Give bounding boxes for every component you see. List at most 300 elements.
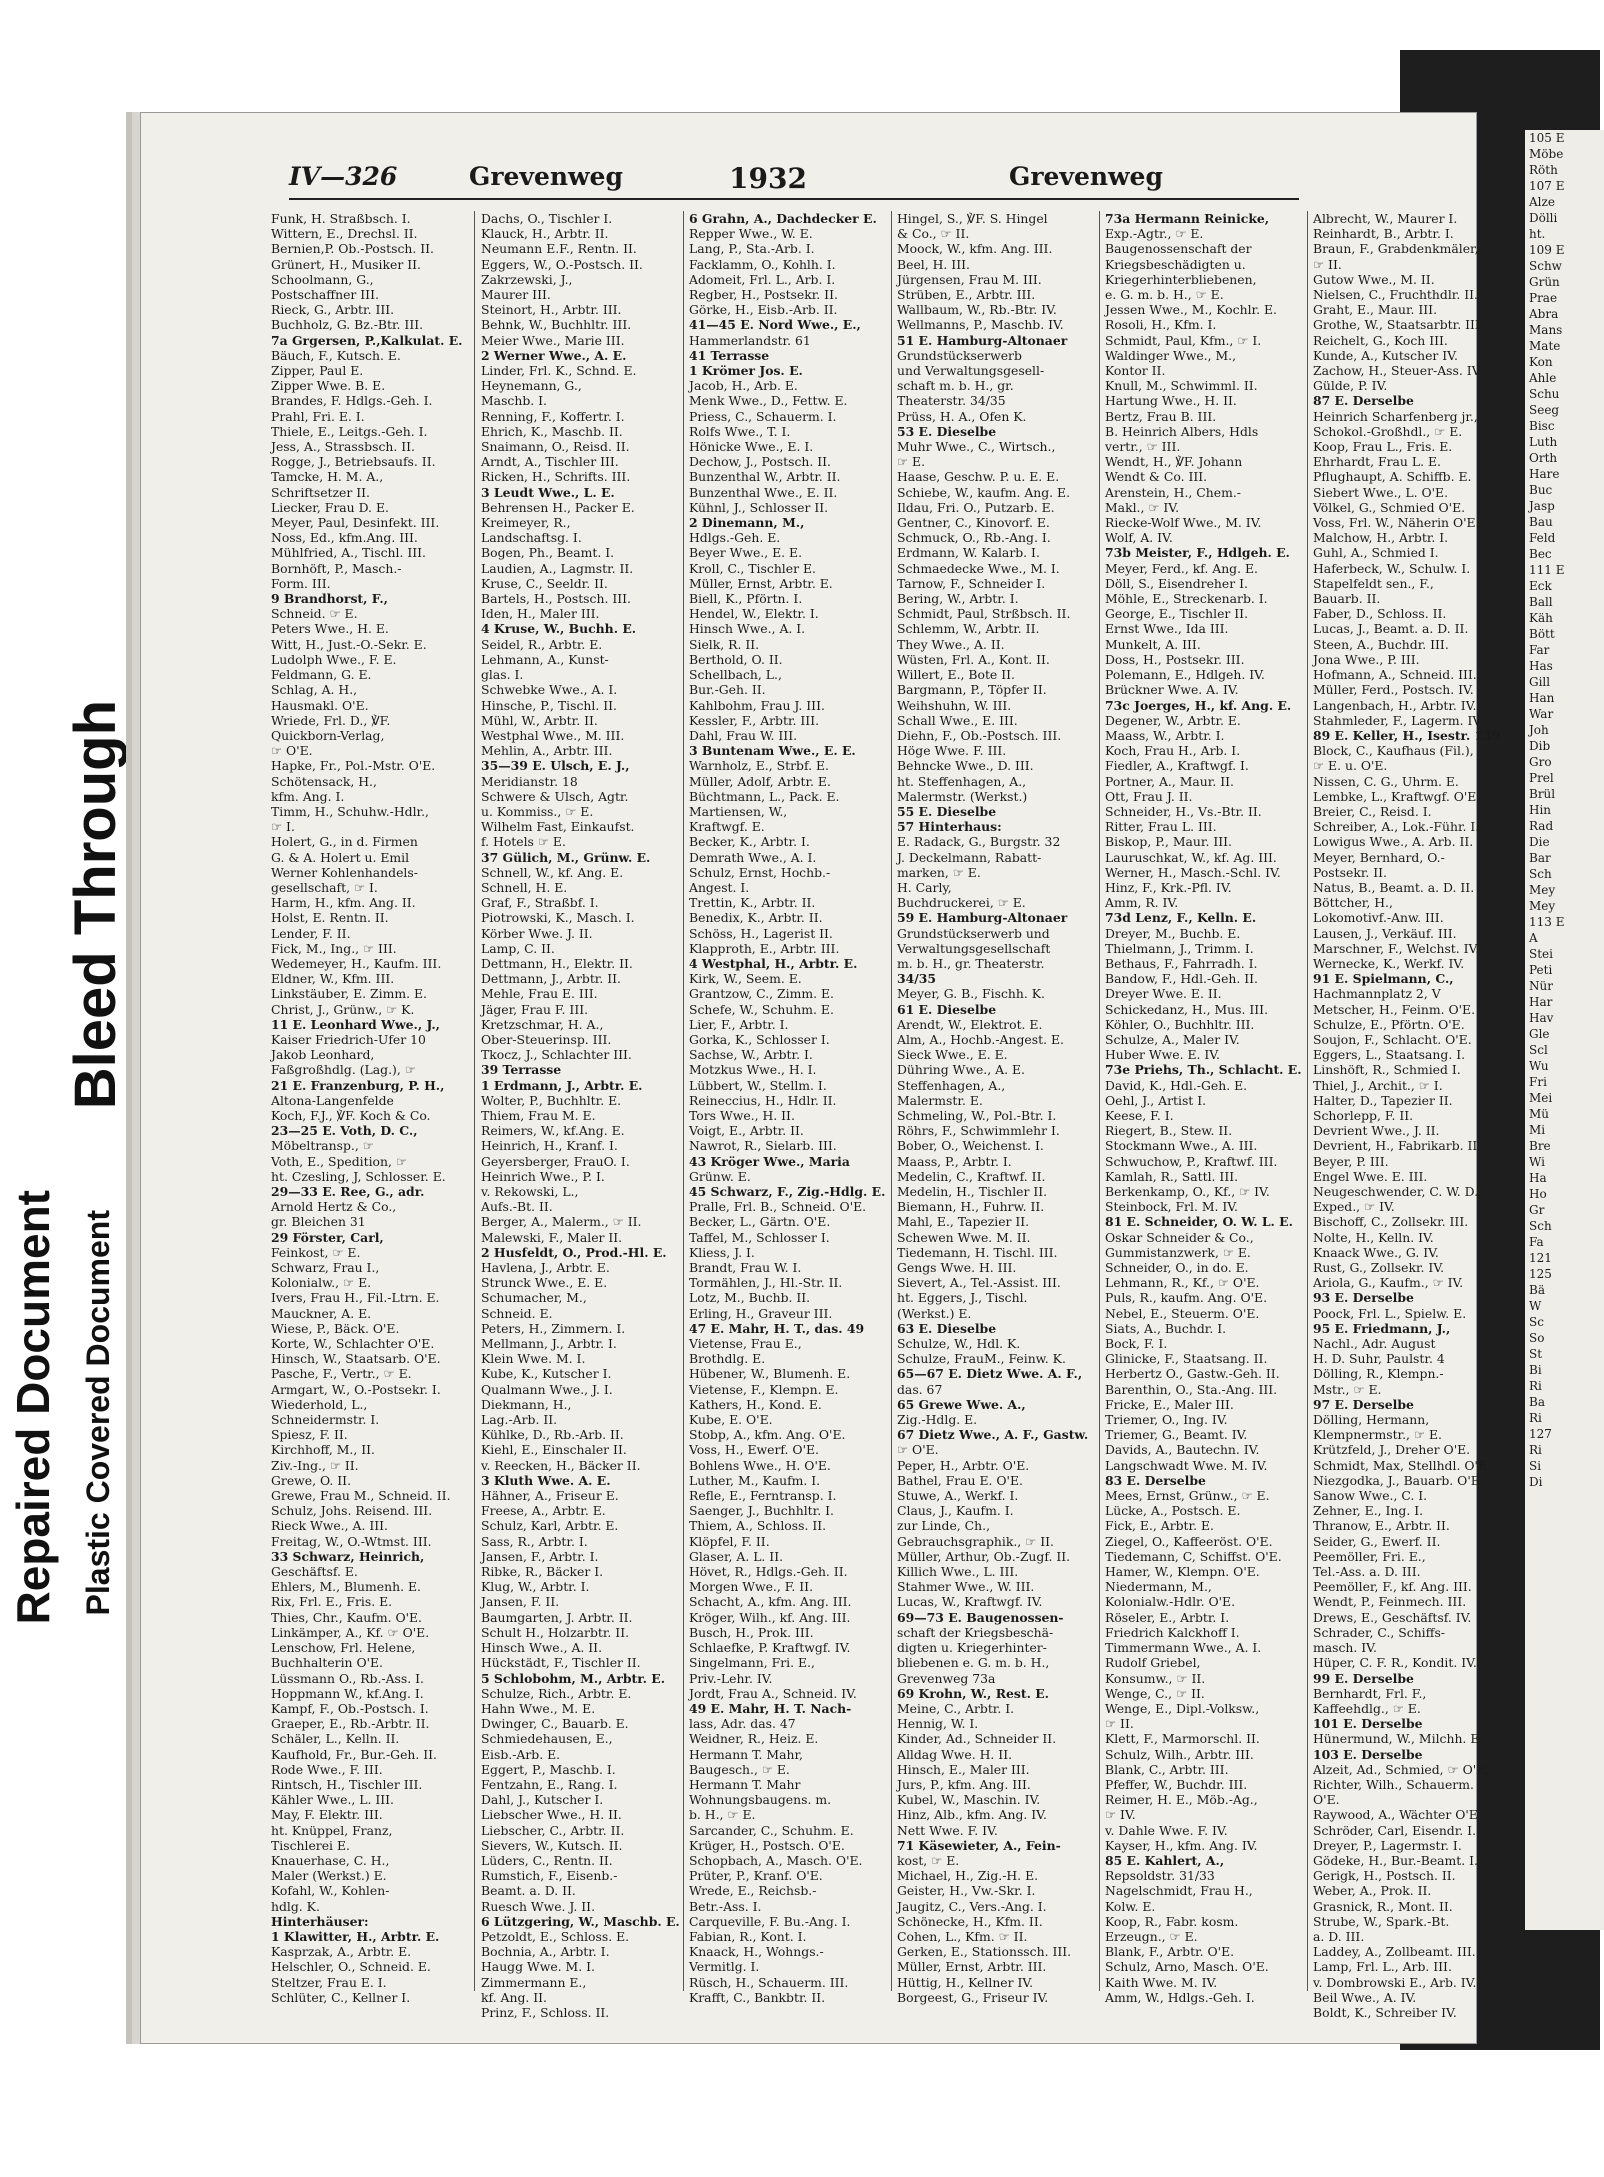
directory-entry: Jessen Wwe., M., Kochlr. E.: [1105, 302, 1277, 318]
directory-entry: Hennig, W. I.: [897, 1716, 979, 1732]
directory-entry: Noss, Ed., kfm.Ang. III.: [271, 530, 418, 546]
directory-entry: 65—67 E. Dietz Wwe. A. F.,: [897, 1366, 1083, 1382]
directory-entry: Strüben, E., Arbtr. III.: [897, 287, 1036, 303]
directory-entry: Klauck, H., Arbtr. II.: [481, 226, 609, 242]
directory-entry: Ludolph Wwe., F. E.: [271, 651, 397, 667]
directory-entry: Beyer Wwe., E. E.: [689, 545, 803, 561]
directory-entry: Lauruschkat, W., kf. Ag. III.: [1105, 849, 1277, 865]
directory-entry: Postschaffner III.: [271, 287, 379, 303]
directory-entry: Knaack, H., Wohngs.-: [689, 1944, 824, 1960]
page-number: IV—326: [289, 162, 398, 191]
directory-entry: Prahl, Fri. E. I.: [271, 408, 365, 424]
directory-entry: 41—45 E. Nord Wwe., E.,: [689, 317, 861, 333]
directory-entry: Schmiedehausen, E.,: [481, 1731, 613, 1747]
directory-entry: ☞ O'E.: [897, 1442, 939, 1458]
directory-entry: Jaugitz, C., Vers.-Ang. I.: [897, 1898, 1047, 1914]
directory-entry: Tormählen, J., Hl.-Str. II.: [689, 1275, 843, 1291]
directory-entry: Engel Wwe. E. III.: [1313, 1168, 1428, 1184]
directory-entry: Schokol.-Großhdl., ☞ E.: [1313, 423, 1463, 439]
directory-entry: Erzeugn., ☞ E.: [1105, 1928, 1198, 1944]
directory-entry: Peemöller, Fri. E.,: [1313, 1548, 1426, 1564]
directory-entry: Klett, F., Marmorschl. II.: [1105, 1731, 1260, 1747]
directory-entry: Hinsche, P., Tischl. II.: [481, 697, 617, 713]
directory-entry: Bandow, F., Hdl.-Geh. II.: [1105, 971, 1258, 987]
directory-entry: Bernhardt, Frl. F.,: [1313, 1685, 1427, 1701]
directory-entry: Nett Wwe. F. IV.: [897, 1822, 998, 1838]
directory-entry: bliebenen e. G. m. b. H.,: [897, 1655, 1050, 1671]
directory-entry: Steinbock, Frl. M. IV.: [1105, 1199, 1238, 1215]
directory-entry: Kontor II.: [1105, 363, 1166, 379]
directory-entry: glas. I.: [481, 667, 524, 683]
directory-entry: Nielsen, C., Fruchthdlr. II.: [1313, 287, 1478, 303]
directory-entry: Lücke, A., Postsch. E.: [1105, 1503, 1241, 1519]
directory-entry: Freese, A., Arbtr. E.: [481, 1503, 606, 1519]
edge-fragment: Has: [1529, 659, 1553, 673]
directory-entry: Peper, H., Arbtr. O'E.: [897, 1457, 1030, 1473]
directory-entry: Völkel, G., Schmied O'E.: [1313, 499, 1466, 515]
directory-entry: 73b Meister, F., Hdlgeh. E.: [1105, 545, 1290, 561]
directory-entry: Haase, Geschw. P. u. E. E.: [897, 469, 1060, 485]
directory-entry: Siebert Wwe., L. O'E.: [1313, 484, 1449, 500]
directory-entry: May, F. Elektr. III.: [271, 1807, 383, 1823]
directory-entry: Dachs, O., Tischler I.: [481, 211, 613, 226]
column-rule: [683, 211, 684, 1991]
directory-entry: Brandes, F. Hdlgs.-Geh. I.: [271, 393, 433, 409]
directory-entry: Timm, H., Schuhw.-Hdlr.,: [271, 803, 429, 819]
edge-fragment: Prel: [1529, 771, 1554, 785]
directory-entry: 73a Hermann Reinicke,: [1105, 211, 1270, 226]
directory-entry: Schulze, Rich., Arbtr. E.: [481, 1685, 632, 1701]
directory-entry: Müller, Arthur, Ob.-Zugf. II.: [897, 1548, 1071, 1564]
directory-entry: Kreimeyer, R.,: [481, 515, 571, 531]
edge-fragment: 127: [1529, 1427, 1552, 1441]
directory-entry: Wallbaum, W., Rb.-Btr. IV.: [897, 302, 1057, 318]
directory-entry: Dahl, J., Kutscher I.: [481, 1792, 604, 1808]
directory-entry: Voss, H., Ewerf. O'E.: [689, 1442, 819, 1458]
directory-entry: Arndt, A., Tischler III.: [481, 454, 619, 470]
directory-entry: 91 E. Spielmann, C.,: [1313, 971, 1454, 987]
directory-entry: Maass, P., Arbtr. I.: [897, 1153, 1012, 1169]
edge-fragment: Hin: [1529, 803, 1552, 817]
directory-entry: ☞ E.: [897, 454, 926, 470]
directory-entry: Büchtmann, L., Pack. E.: [689, 788, 840, 804]
directory-entry: Hinsch, W., Staatsarb. O'E.: [271, 1351, 441, 1367]
directory-entry: Stockmann Wwe., A. III.: [1105, 1138, 1258, 1154]
directory-entry: Singelmann, Fri. E.,: [689, 1655, 815, 1671]
directory-entry: Jürgensen, Frau M. III.: [897, 271, 1042, 287]
directory-entry: Riegert, B., Stew. II.: [1105, 1123, 1233, 1139]
directory-entry: Ariola, G., Kaufm., ☞ IV.: [1313, 1275, 1464, 1291]
directory-entry: Regber, H., Postsekr. II.: [689, 287, 838, 303]
directory-entry: Lamp, Frl. L., Arb. III.: [1313, 1959, 1452, 1975]
directory-entry: Döll, S., Eisendreher I.: [1105, 575, 1248, 591]
directory-page: [140, 112, 1501, 2044]
directory-entry: 3 Kluth Wwe. A. E.: [481, 1472, 611, 1488]
directory-entry: Mauckner, A. E.: [271, 1305, 372, 1321]
directory-entry: Buchholz, G. Bz.-Btr. III.: [271, 317, 424, 333]
directory-entry: Wenge, E., Dipl.-Volksw.,: [1105, 1700, 1260, 1716]
directory-entry: Steen, A., Buchdr. III.: [1313, 636, 1449, 652]
directory-entry: E. Radack, G., Burgstr. 32: [897, 834, 1061, 850]
edge-fragment: Mey: [1529, 899, 1556, 913]
edge-fragment: Ho: [1529, 1187, 1547, 1201]
directory-entry: Schmidt, Paul, Kfm., ☞ I.: [1105, 332, 1262, 348]
directory-entry: Westphal Wwe., M. III.: [481, 727, 625, 743]
directory-entry: Strunck Wwe., E. E.: [481, 1275, 608, 1291]
edge-fragment: Sch: [1529, 1219, 1552, 1233]
directory-entry: Hammerlandstr. 61: [689, 332, 811, 348]
directory-entry: kfm. Ang. I.: [271, 788, 345, 804]
directory-entry: 85 E. Kahlert, A.,: [1105, 1852, 1225, 1868]
directory-entry: Prüter, P., Kranf. O'E.: [689, 1868, 823, 1884]
directory-entry: Meier Wwe., Marie III.: [481, 332, 625, 348]
directory-entry: Müller, Adolf, Arbtr. E.: [689, 773, 831, 789]
directory-entry: Wendt, H., ℣F. Johann: [1105, 454, 1243, 470]
directory-entry: Seidel, R., Arbtr. E.: [481, 636, 603, 652]
directory-entry: Wendt & Co. III.: [1105, 469, 1208, 485]
directory-entry: Wrede, E., Reichsb.-: [689, 1883, 817, 1899]
directory-entry: Braun, F., Grabdenkmäler,: [1313, 241, 1479, 257]
directory-entry: Krützfeld, J., Dreher O'E.: [1313, 1442, 1471, 1458]
directory-entry: Helschler, O., Schneid. E.: [271, 1959, 431, 1975]
directory-entry: Witt, H., Just.-O.-Sekr. E.: [271, 636, 427, 652]
directory-entry: Thranow, E., Arbtr. II.: [1313, 1518, 1450, 1534]
directory-entry: Grantzow, C., Zimm. E.: [689, 986, 834, 1002]
directory-entry: Grewe, Frau M., Schneid. II.: [271, 1488, 451, 1504]
directory-entry: Schlemm, W., Arbtr. II.: [897, 621, 1040, 637]
directory-entry: Dreyer, P., Lagermstr. I.: [1313, 1837, 1462, 1853]
directory-entry: 69 Krohn, W., Rest. E.: [897, 1685, 1049, 1701]
directory-entry: Meyer, Bernhard, O.-: [1313, 849, 1445, 865]
edge-fragment: Gro: [1529, 755, 1552, 769]
directory-entry: Grünert, H., Musiker II.: [271, 256, 421, 272]
directory-entry: Ober-Steuerinsp. III.: [481, 1031, 612, 1047]
directory-entry: Beamt. a. D. II.: [481, 1883, 576, 1899]
directory-entry: Malermstr. (Werkst.): [897, 788, 1028, 804]
edge-fragment: Bau: [1529, 515, 1553, 529]
directory-entry: Knull, M., Schwimml. II.: [1105, 378, 1258, 394]
directory-entry: Gülde, P. IV.: [1313, 378, 1388, 394]
directory-entry: Martiensen, W.,: [689, 803, 788, 819]
directory-entry: Kube, K., Kutscher I.: [481, 1366, 612, 1382]
directory-entry: Klug, W., Arbtr. I.: [481, 1579, 590, 1595]
directory-entry: Eggers, L., Staatsang. I.: [1313, 1047, 1466, 1063]
directory-entry: Eggert, P., Maschb. I.: [481, 1761, 616, 1777]
edge-fragment: Luth: [1529, 435, 1558, 449]
directory-entry: 4 Westphal, H., Arbtr. E.: [689, 955, 858, 971]
directory-entry: Trettin, K., Arbtr. II.: [689, 895, 816, 911]
directory-entry: Lucas, W., Kraftwgf. IV.: [897, 1594, 1043, 1610]
directory-entry: Zakrzewski, J.,: [481, 271, 573, 287]
directory-entry: Kahlbohm, Frau J. III.: [689, 697, 825, 713]
directory-entry: Exp.-Agtr., ☞ E.: [1105, 226, 1204, 242]
bleed-through-label: Bleed Through: [63, 700, 128, 1110]
directory-entry: Sass, R., Arbtr. I.: [481, 1533, 588, 1549]
directory-entry: Mühlfried, A., Tischl. III.: [271, 545, 426, 561]
directory-entry: Schwebke Wwe., A. I.: [481, 682, 618, 698]
directory-entry: 83 E. Derselbe: [1105, 1472, 1206, 1488]
page-header: [289, 158, 1299, 200]
directory-entry: Thiel, J., Archit., ☞ I.: [1313, 1077, 1443, 1093]
directory-entry: Oskar Schneider & Co.,: [1105, 1229, 1254, 1245]
directory-entry: Piotrowski, K., Masch. I.: [481, 910, 635, 926]
edge-fragment: Kon: [1529, 355, 1553, 369]
directory-entry: Schneider, H., Vs.-Btr. II.: [1105, 803, 1262, 819]
directory-entry: Kolonialw., ☞ E.: [271, 1275, 372, 1291]
edge-fragment: Hav: [1529, 1011, 1554, 1025]
directory-entry: Kühlke, D., Rb.-Arb. II.: [481, 1427, 624, 1443]
directory-entry: Lowigus Wwe., A. Arb. II.: [1313, 834, 1474, 850]
directory-entry: Postsekr. II.: [1313, 864, 1387, 880]
directory-entry: Malewski, F., Maler II.: [481, 1229, 623, 1245]
directory-entry: Pfeffer, W., Buchdr. III.: [1105, 1776, 1248, 1792]
directory-entry: Polemann, E., Hdlgeh. IV.: [1105, 667, 1265, 683]
directory-entry: Nagelschmidt, Frau H.,: [1105, 1883, 1253, 1899]
edge-fragment: Sc: [1529, 1315, 1544, 1329]
edge-fragment: Grün: [1529, 275, 1560, 289]
directory-entry: Hückstädt, F., Tischler II.: [481, 1655, 641, 1671]
directory-entry: Stahmer Wwe., W. III.: [897, 1579, 1035, 1595]
directory-entry: 35—39 E. Ulsch, E. J.,: [481, 758, 630, 774]
street-heading-right: Grevenweg: [1009, 162, 1163, 191]
directory-entry: Biskop, P., Maur. III.: [1105, 834, 1232, 850]
directory-entry: Wohnungsbaugens. m.: [689, 1792, 832, 1808]
directory-entry: Müller, Ferd., Postsch. IV.: [1313, 682, 1474, 698]
directory-entry: Geyersberger, FrauO. I.: [481, 1153, 630, 1169]
directory-entry: 81 E. Schneider, O. W. L. E.: [1105, 1214, 1293, 1230]
directory-entry: Tiedemann, H. Tischl. III.: [897, 1244, 1058, 1260]
directory-entry: Schlaefke, P. Kraftwgf. IV.: [689, 1640, 851, 1656]
directory-entry: Renning, F., Koffertr. I.: [481, 408, 625, 424]
directory-entry: Priv.-Lehr. IV.: [689, 1670, 773, 1686]
directory-entry: Schnell, W., kf. Ang. E.: [481, 864, 624, 880]
directory-entry: Schewen Wwe. M. II.: [897, 1229, 1031, 1245]
directory-entry: 4 Kruse, W., Buchh. E.: [481, 621, 637, 637]
directory-entry: Rintsch, H., Tischler III.: [271, 1776, 423, 1792]
directory-entry: Schall Wwe., E. III.: [897, 712, 1018, 728]
directory-entry: Dreyer, M., Buchb. E.: [1105, 925, 1241, 941]
directory-entry: Kessler, F., Arbtr. III.: [689, 712, 820, 728]
directory-entry: Schnell, H. E.: [481, 879, 568, 895]
directory-entry: Klein Wwe. M. I.: [481, 1351, 586, 1367]
edge-fragment: Mate: [1529, 339, 1561, 353]
street-heading-left: Grevenweg: [469, 162, 623, 191]
directory-entry: Motzkus Wwe., H. I.: [689, 1062, 817, 1078]
directory-entry: Ernst Wwe., Ida III.: [1105, 621, 1229, 637]
directory-entry: Theaterstr. 34/35: [897, 393, 1006, 409]
directory-entry: Wedemeyer, H., Kaufm. III.: [271, 955, 442, 971]
directory-entry: Kiehl, E., Einschaler II.: [481, 1442, 627, 1458]
directory-entry: gesellschaft, ☞ I.: [271, 879, 378, 895]
directory-entry: Wittern, E., Drechsl. II.: [271, 226, 418, 242]
edge-fragment: Prae: [1529, 291, 1558, 305]
edge-fragment: 111 E: [1529, 563, 1565, 577]
directory-entry: Moock, W., kfm. Ang. III.: [897, 241, 1053, 257]
edge-fragment: Jasp: [1529, 499, 1555, 513]
directory-entry: Cohen, L., Kfm. ☞ II.: [897, 1928, 1028, 1944]
directory-entry: Möhle, E., Streckenarb. I.: [1105, 591, 1268, 607]
directory-entry: Schreiber, A., Lok.-Führ. I.: [1313, 819, 1480, 835]
directory-entry: Voss, Frl. W., Näherin O'E.: [1313, 515, 1480, 531]
directory-entry: Killich Wwe., L. III.: [897, 1564, 1019, 1580]
directory-entry: Hövet, R., Hdlgs.-Geh. II.: [689, 1564, 848, 1580]
directory-entry: 2 Werner Wwe., A. E.: [481, 347, 627, 363]
edge-fragment: 105 E: [1529, 131, 1565, 145]
directory-entry: Glinicke, F., Staatsang. II.: [1105, 1351, 1268, 1367]
directory-entry: 61 E. Dieselbe: [897, 1001, 997, 1017]
directory-entry: Devrient, H., Fabrikarb. II.: [1313, 1138, 1482, 1154]
directory-entry: Langenbach, H., Arbtr. IV.: [1313, 697, 1477, 713]
directory-entry: Koop, R., Fabr. kosm.: [1105, 1913, 1239, 1929]
directory-entry: Steltzer, Frau E. I.: [271, 1974, 387, 1990]
directory-entry: Geister, H., Vw.-Skr. I.: [897, 1883, 1036, 1899]
directory-entry: Alm, A., Hochb.-Angest. E.: [897, 1031, 1064, 1047]
directory-entry: 21 E. Franzenburg, P. H.,: [271, 1077, 445, 1093]
directory-entry: Hamer, W., Klempn. O'E.: [1105, 1564, 1260, 1580]
column-rule: [1099, 211, 1100, 1991]
directory-entry: Schulz, Johs. Reisend. III.: [271, 1503, 433, 1519]
directory-entry: Fick, E., Arbtr. E.: [1105, 1518, 1214, 1534]
directory-entry: schaft der Kriegsbeschä-: [897, 1624, 1054, 1640]
directory-entry: Kayser, H., kfm. Ang. IV.: [1105, 1837, 1258, 1853]
directory-entry: Schickedanz, H., Mus. III.: [1105, 1001, 1269, 1017]
directory-entry: Sarcander, C., Schuhm. E.: [689, 1822, 854, 1838]
directory-entry: 69—73 E. Baugenossen-: [897, 1609, 1064, 1625]
directory-entry: Jona Wwe., P. III.: [1313, 651, 1420, 667]
directory-entry: Wendt, P., Feinmech. III.: [1313, 1594, 1467, 1610]
directory-entry: Hüper, C. F. R., Kondit. IV.: [1313, 1655, 1477, 1671]
edge-fragment: Bi: [1529, 1363, 1542, 1377]
edge-fragment: Ri: [1529, 1411, 1542, 1425]
directory-entry: Schellbach, L.,: [689, 667, 782, 683]
directory-entry: Buchdruckerei, ☞ E.: [897, 895, 1026, 911]
directory-entry: Guhl, A., Schmied I.: [1313, 545, 1439, 561]
directory-entry: Heinrich Scharfenberg jr.,: [1313, 408, 1478, 424]
directory-entry: v. Rekowski, L.,: [481, 1184, 579, 1199]
edge-fragment: 125: [1529, 1267, 1552, 1281]
directory-entry: Thielmann, J., Trimm. I.: [1105, 940, 1254, 956]
directory-entry: Baugenossenschaft der: [1105, 241, 1252, 257]
directory-entry: Peters Wwe., H. E.: [271, 621, 389, 637]
directory-entry: Busch, H., Prok. III.: [689, 1624, 814, 1640]
directory-entry: Zipper Wwe. B. E.: [271, 378, 386, 394]
directory-entry: Buchhalterin O'E.: [271, 1655, 383, 1671]
directory-entry: Benedix, K., Arbtr. II.: [689, 910, 823, 926]
directory-entry: Bernien,P. Ob.-Postsch. II.: [271, 241, 434, 257]
directory-entry: Feinkost, ☞ E.: [271, 1244, 361, 1260]
directory-entry: Repsoldstr. 31/33: [1105, 1868, 1215, 1884]
directory-entry: Sielk, R. II.: [689, 636, 760, 652]
directory-entry: Muhr Wwe., C., Wirtsch.,: [897, 439, 1056, 455]
directory-entry: Kinder, Ad., Schneider II.: [897, 1731, 1057, 1747]
directory-entry: Kühnl, J., Schlosser II.: [689, 499, 829, 515]
directory-entry: Kube, E. O'E.: [689, 1412, 773, 1428]
directory-entry: Lender, F. II.: [271, 925, 351, 941]
directory-entry: Tarnow, F., Schneider I.: [897, 575, 1046, 591]
directory-entry: Bock, F. I.: [1105, 1336, 1168, 1352]
directory-entry: Claus, J., Kaufm. I.: [897, 1503, 1014, 1519]
directory-entry: Bischoff, C., Zollsekr. III.: [1313, 1214, 1469, 1230]
directory-entry: f. Hotels ☞ E.: [481, 834, 566, 850]
directory-entry: Ziv.-Ing., ☞ II.: [271, 1457, 359, 1473]
directory-entry: Kröger, Wilh., kf. Ang. III.: [689, 1609, 851, 1625]
edge-fragment: Far: [1529, 643, 1550, 657]
directory-entry: Ivers, Frau H., Fil.-Ltrn. E.: [271, 1290, 440, 1306]
edge-fragment: War: [1529, 707, 1554, 721]
directory-entry: 97 E. Derselbe: [1313, 1396, 1414, 1412]
directory-entry: Bargmann, P., Töpfer II.: [897, 682, 1047, 698]
directory-entry: Wolf, A. IV.: [1105, 530, 1173, 546]
edge-fragment: Orth: [1529, 451, 1558, 465]
directory-entry: Faber, D., Schloss. II.: [1313, 606, 1447, 622]
directory-entry: v. Dombrowski E., Arb. IV.: [1313, 1974, 1477, 1990]
directory-entry: Hinz, Alb., kfm. Ang. IV.: [897, 1807, 1047, 1823]
directory-entry: Schwere & Ulsch, Agtr.: [481, 788, 629, 804]
directory-entry: Werner, H., Masch.-Schl. IV.: [1105, 864, 1281, 880]
directory-entry: Lenschow, Frl. Helene,: [271, 1640, 416, 1656]
directory-entry: Bathel, Frau E. O'E.: [897, 1472, 1023, 1488]
directory-entry: Degener, W., Arbtr. E.: [1105, 712, 1241, 728]
directory-entry: Quickborn-Verlag,: [271, 727, 385, 743]
directory-entry: Reimer, H. E., Möb.-Ag.,: [1105, 1792, 1258, 1808]
edge-fragment: 121: [1529, 1251, 1552, 1265]
column-rule: [891, 211, 892, 1991]
directory-entry: Kraftwgf. E.: [689, 819, 765, 835]
edge-fragment: Mü: [1529, 1107, 1550, 1121]
directory-entry: Kolonialw.-Hdlr. O'E.: [1105, 1594, 1236, 1610]
directory-entry: Schlag, A. H.,: [271, 682, 358, 698]
directory-entry: Koop, Frau L., Fris. E.: [1313, 439, 1453, 455]
edge-fragment: Bec: [1529, 547, 1552, 561]
directory-entry: kf. Ang. II.: [481, 1989, 547, 2005]
edge-fragment: Alze: [1529, 195, 1555, 209]
directory-entry: Rogge, J., Betriebsaufs. II.: [271, 454, 436, 470]
directory-entry: gr. Bleichen 31: [271, 1214, 366, 1230]
directory-entry: 93 E. Derselbe: [1313, 1290, 1414, 1306]
edge-fragment: Käh: [1529, 611, 1553, 625]
directory-entry: Schult H., Holzarbtr. II.: [481, 1624, 630, 1640]
directory-entry: Mühl, W., Arbtr. II.: [481, 712, 598, 728]
directory-entry: 87 E. Derselbe: [1313, 393, 1414, 409]
directory-entry: 2 Husfeldt, O., Prod.-Hl. E.: [481, 1244, 667, 1260]
repaired-document-label: Repaired Document: [7, 1190, 59, 1625]
edge-fragment: ht.: [1529, 227, 1546, 241]
directory-entry: Petzoldt, E., Schloss. E.: [481, 1928, 630, 1944]
directory-entry: Peemöller, F., kf. Ang. III.: [1313, 1579, 1472, 1595]
directory-entry: Hapke, Fr., Pol.-Mstr. O'E.: [271, 758, 436, 774]
directory-entry: Maschb. I.: [481, 393, 547, 409]
directory-entry: Knaack Wwe., G. IV.: [1313, 1244, 1439, 1260]
directory-entry: Pasche, F., Vertr., ☞ E.: [271, 1366, 412, 1382]
directory-entry: Kirk, W., Seem. E.: [689, 971, 802, 987]
directory-entry: Kaiser Friedrich-Ufer 10: [271, 1031, 426, 1047]
directory-columns: [271, 211, 1501, 2020]
directory-entry: Berthold, O. II.: [689, 651, 783, 667]
directory-entry: Schulze, W., Hdl. K.: [897, 1336, 1021, 1352]
directory-entry: Havlena, J., Arbtr. E.: [481, 1260, 610, 1276]
plastic-covered-label: Plastic Covered Document: [80, 1210, 116, 1616]
directory-entry: Brandt, Frau W. I.: [689, 1260, 802, 1276]
directory-entry: Gerigk, H., Postsch. II.: [1313, 1868, 1456, 1884]
directory-entry: Rudolf Griebel,: [1105, 1655, 1201, 1671]
directory-entry: Dreyer Wwe. E. II.: [1105, 986, 1222, 1002]
directory-entry: 95 E. Friedmann, J.,: [1313, 1320, 1451, 1336]
directory-entry: Puls, R., kaufm. Ang. O'E.: [1105, 1290, 1268, 1306]
directory-entry: e. G. m. b. H., ☞ E.: [1105, 287, 1224, 303]
directory-entry: Schopbach, A., Masch. O'E.: [689, 1852, 863, 1868]
directory-entry: Behncke Wwe., D. III.: [897, 758, 1034, 774]
directory-entry: Landschaftsg. I.: [481, 530, 582, 546]
